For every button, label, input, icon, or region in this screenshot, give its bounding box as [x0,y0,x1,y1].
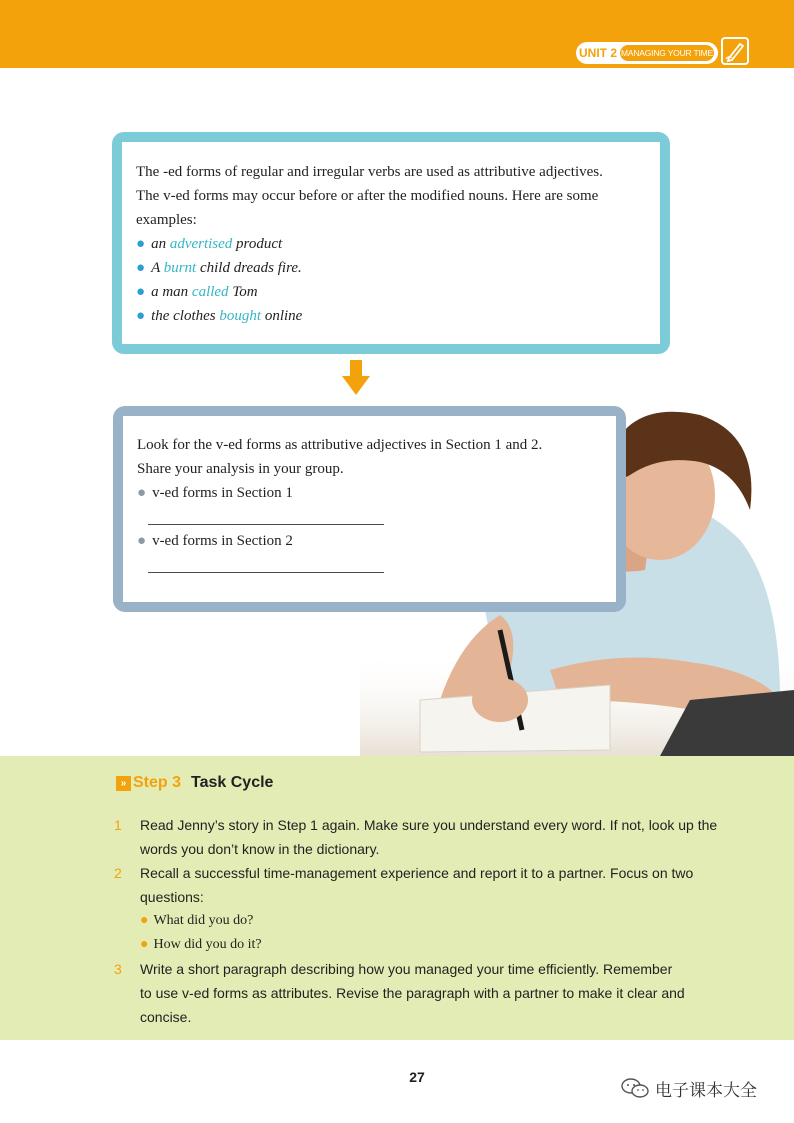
task-line-1: Look for the v-ed forms as attributive adjectives in Section 1 and 2. [137,437,543,453]
bullet-icon: ● [136,308,146,324]
step-item-number: 3 [114,961,122,977]
step-item-number: 2 [114,865,122,881]
question-item: ● What did you do? [140,913,254,928]
bullet-icon: ● [137,533,147,549]
bullet-icon: ● [137,485,147,501]
unit-title: MANAGING YOUR TIME [620,45,714,61]
step-item-line: questions: [140,889,204,905]
wechat-icon [620,1077,650,1099]
grammar-intro-line-3: examples: [136,212,197,228]
example-item: ● a man called Tom [136,284,258,300]
bullet-icon: ● [136,284,146,300]
example-highlight: burnt [163,260,197,276]
task-line-2: Share your analysis in your group. [137,461,344,477]
grammar-intro-line-1: The -ed forms of regular and irregular verbs are used as attributive adjectives. [136,164,603,180]
step-item-line: Recall a successful time-management experience and report it to a partner. Focus on two [140,865,694,881]
answer-blank-1[interactable] [148,524,384,525]
bullet-icon: ● [136,236,146,252]
example-item: ● an advertised product [136,236,283,252]
example-highlight: advertised [169,236,233,252]
step-item-line: words you don’t know in the dictionary. [140,841,380,857]
task-item: ● v-ed forms in Section 1 [137,485,293,501]
unit-label: UNIT 2 [579,46,618,60]
step-item-line: to use v-ed forms as attributes. Revise the paragraph with a partner to make it clear and [140,985,685,1001]
double-chevron-icon: » [116,776,131,791]
watermark-text: 电子课本大全 [655,1081,757,1101]
step-item-number: 1 [114,817,122,833]
bullet-icon: ● [140,913,149,928]
down-arrow-icon [340,360,372,396]
grammar-intro-line-2: The v-ed forms may occur before or after the modified nouns. Here are some [136,188,599,204]
example-item: ● the clothes bought online [136,308,303,324]
bullet-icon: ● [136,260,146,276]
step3-heading: » Step 3 Task Cycle [116,772,273,794]
example-item: ● A burnt child dreads fire. [136,260,302,276]
step-item-line: concise. [140,1009,192,1025]
step-item-line: Write a short paragraph describing how you managed your time efficiently. Remember [140,961,673,977]
question-item: ● How did you do it? [140,937,262,952]
bullet-icon: ● [140,937,149,952]
example-highlight: bought [219,308,262,324]
step-item-line: Read Jenny’s story in Step 1 again. Make sure you understand every word. If not, look up the [140,817,718,833]
example-highlight: called [191,284,229,300]
page-number: 27 [409,1069,425,1085]
task-item: ● v-ed forms in Section 2 [137,533,293,549]
answer-blank-2[interactable] [148,572,384,573]
pen-icon [721,37,749,65]
